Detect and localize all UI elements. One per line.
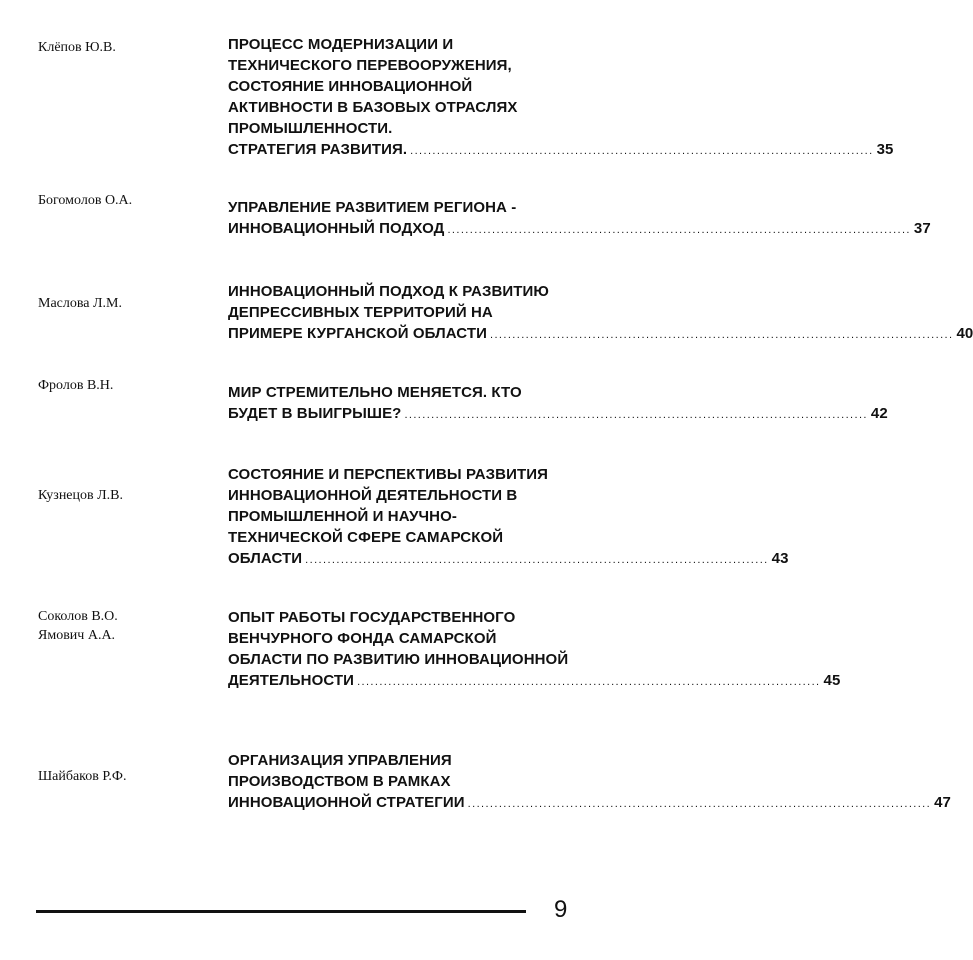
page-ref: 42: [870, 405, 888, 422]
title-line: ИННОВАЦИОННЫЙ ПОДХОД: [228, 220, 445, 237]
page-ref: 43: [771, 550, 789, 567]
title-line: ТЕХНИЧЕСКОЙ СФЕРЕ САМАРСКОЙ: [228, 529, 504, 546]
author-list: [38, 191, 213, 210]
title-line: ПРОМЫШЛЕННОСТИ.: [228, 120, 393, 137]
dot-leader: ........................................................................................................: [467, 798, 932, 810]
title-line: СТРАТЕГИЯ РАЗВИТИЯ.: [228, 141, 408, 158]
title-line: ОПЫТ РАБОТЫ ГОСУДАРСТВЕННОГО: [228, 609, 516, 626]
author-name: Шайбаков Р.Ф.: [38, 769, 127, 784]
article-title: [228, 464, 789, 571]
title-line: ИННОВАЦИОННОЙ ДЕЯТЕЛЬНОСТИ В: [228, 487, 518, 504]
page-ref: 35: [876, 141, 894, 158]
title-line: ПРИМЕРЕ КУРГАНСКОЙ ОБЛАСТИ: [228, 325, 487, 342]
title-line: УПРАВЛЕНИЕ РАЗВИТИЕМ РЕГИОНА -: [228, 199, 517, 216]
title-line: ИННОВАЦИОННОЙ СТРАТЕГИИ: [228, 794, 465, 811]
title-line: СОСТОЯНИЕ ИННОВАЦИОННОЙ: [228, 78, 473, 95]
author-name: Соколов В.О.: [38, 609, 118, 624]
article-title: [228, 34, 894, 162]
article-title: [228, 197, 931, 241]
title-line: ИННОВАЦИОННЫЙ ПОДХОД К РАЗВИТИЮ: [228, 283, 549, 300]
title-line: ТЕХНИЧЕСКОГО ПЕРЕВООРУЖЕНИЯ,: [228, 57, 512, 74]
title-line: СОСТОЯНИЕ И ПЕРСПЕКТИВЫ РАЗВИТИЯ: [228, 466, 549, 483]
dot-leader: ........................................................................................................: [490, 329, 954, 341]
title-line: ПРОЦЕСС МОДЕРНИЗАЦИИ И: [228, 36, 454, 53]
title-line: ОРГАНИЗАЦИЯ УПРАВЛЕНИЯ: [228, 752, 452, 769]
author-name: Маслова Л.М.: [38, 296, 122, 311]
dot-leader: ........................................................................................................: [410, 145, 874, 157]
dot-leader: ........................................................................................................: [447, 224, 911, 236]
author-list: [38, 38, 213, 57]
title-line: БУДЕТ В ВЫИГРЫШЕ?: [228, 405, 402, 422]
author-list: [38, 767, 213, 786]
dot-leader: ........................................................................................................: [404, 409, 868, 421]
title-line: ОБЛАСТИ: [228, 550, 303, 567]
article-title: [228, 607, 841, 693]
title-line: ДЕЯТЕЛЬНОСТИ: [228, 672, 355, 689]
author-name: Клёпов Ю.В.: [38, 40, 116, 55]
footer-rule: [36, 910, 526, 913]
author-list: [38, 376, 213, 395]
dot-leader: ........................................................................................................: [305, 554, 769, 566]
title-line: ПРОИЗВОДСТВОМ В РАМКАХ: [228, 773, 451, 790]
page-ref: 40: [956, 325, 973, 342]
author-name: Богомолов О.А.: [38, 193, 133, 208]
dot-leader: ........................................................................................................: [357, 676, 821, 688]
title-line: ОБЛАСТИ ПО РАЗВИТИЮ ИННОВАЦИОННОЙ: [228, 651, 569, 668]
page-ref: 47: [934, 794, 951, 811]
title-line: ДЕПРЕССИВНЫХ ТЕРРИТОРИЙ НА: [228, 304, 493, 321]
author-list: [38, 486, 213, 505]
title-line: МИР СТРЕМИТЕЛЬНО МЕНЯЕТСЯ. КТО: [228, 384, 522, 401]
title-line: АКТИВНОСТИ В БАЗОВЫХ ОТРАСЛЯХ: [228, 99, 518, 116]
author-name: Фролов В.Н.: [38, 378, 114, 393]
author-name: Кузнецов Л.В.: [38, 488, 123, 503]
author-list: [38, 607, 213, 645]
title-line: ВЕНЧУРНОГО ФОНДА САМАРСКОЙ: [228, 630, 497, 647]
article-title: [228, 382, 888, 426]
author-list: [38, 294, 213, 313]
article-title: [228, 750, 951, 815]
article-title: [228, 281, 973, 346]
author-name: Ямович А.А.: [38, 628, 116, 643]
title-line: ПРОМЫШЛЕННОЙ И НАУЧНО-: [228, 508, 457, 525]
page-number: 9: [554, 896, 568, 923]
page-ref: 45: [823, 672, 841, 689]
page-ref: 37: [913, 220, 931, 237]
